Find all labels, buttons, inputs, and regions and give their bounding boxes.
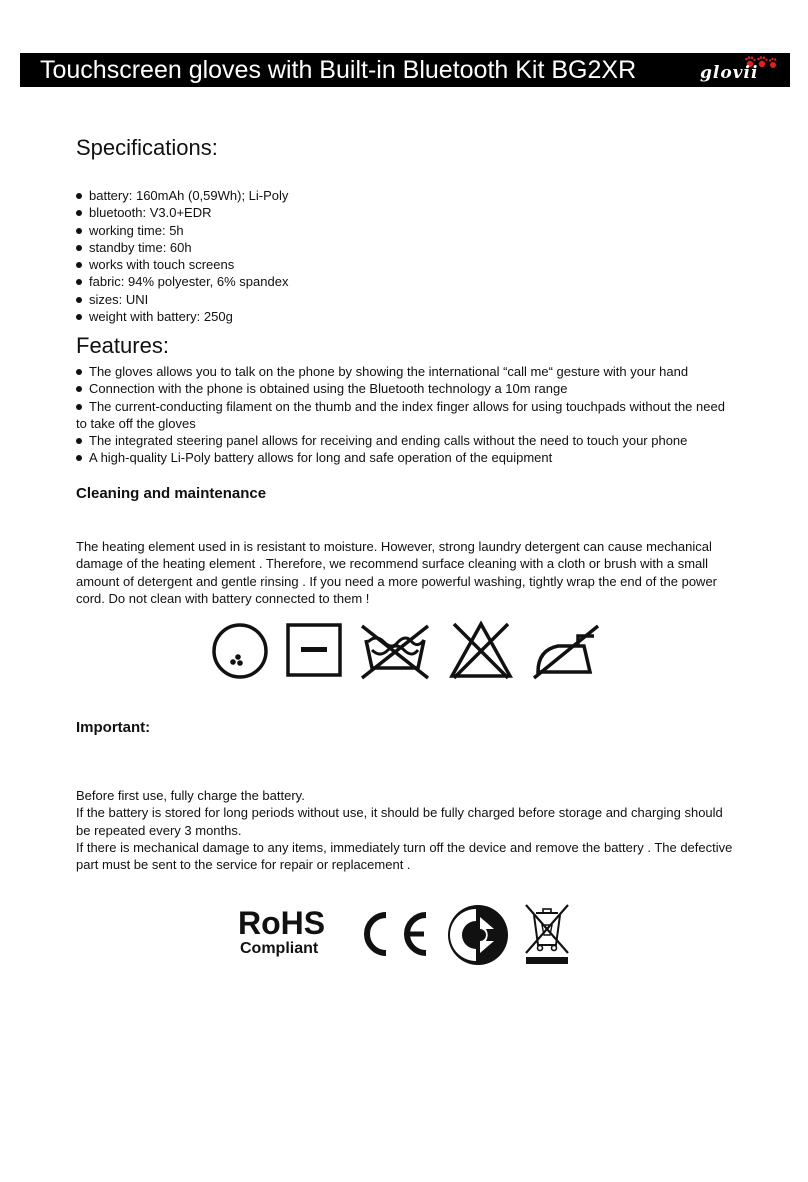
header-bar xyxy=(20,53,790,87)
cleaning-paragraph: The heating element used in is resistant to moisture. However, strong laundry detergent can cause mechanical damage of the heating element . Therefore, we recommend surface cleaning with a cloth or brush with a small amount of detergent and gentle rinsing . If you need a more powerful washing, tightly wrap the end of the power cord. Do not clean with battery connected to them ! xyxy=(76,539,718,606)
ce-mark-icon xyxy=(352,909,432,959)
dry-flat-icon xyxy=(284,620,344,680)
logo-text: glovii xyxy=(700,63,759,83)
cleaning-text xyxy=(76,538,736,607)
rohs-subtitle: Compliant xyxy=(240,940,319,957)
do-not-iron-icon xyxy=(528,620,602,680)
important-text xyxy=(76,787,736,873)
important-line: Before first use, fully charge the battery. xyxy=(76,788,305,803)
list-item: The current-conducting filament on the thumb and the index finger allows for using touchpads without the need to take off the gloves xyxy=(76,398,731,433)
list-item: Connection with the phone is obtained using the Bluetooth technology a 10m range xyxy=(76,380,731,397)
page-title: Touchscreen gloves with Built-in Bluetooth Kit BG2XR xyxy=(40,56,637,84)
cleaning-heading: Cleaning and maintenance xyxy=(76,485,267,502)
rohs-title: RoHS xyxy=(238,905,326,941)
rohs-compliant-mark xyxy=(238,906,325,958)
features-heading: Features: xyxy=(76,333,169,358)
specifications-heading: Specifications: xyxy=(76,135,218,160)
do-not-wash-icon xyxy=(358,620,432,680)
list-item: battery: 160mAh (0,59Wh); Li-Poly xyxy=(76,187,288,204)
do-not-bleach-icon xyxy=(448,620,514,680)
list-item: works with touch screens xyxy=(76,256,288,273)
important-heading: Important: xyxy=(76,719,151,736)
features-list xyxy=(76,363,731,467)
care-symbols xyxy=(210,620,610,684)
specifications-list xyxy=(76,187,288,325)
list-item: bluetooth: V3.0+EDR xyxy=(76,204,288,221)
list-item: weight with battery: 250g xyxy=(76,308,288,325)
green-dot-icon xyxy=(446,903,510,967)
list-item: standby time: 60h xyxy=(76,239,288,256)
list-item: A high-quality Li-Poly battery allows for long and safe operation of the equipment xyxy=(76,449,731,466)
tumble-dry-icon xyxy=(210,620,270,680)
list-item: working time: 5h xyxy=(76,222,288,239)
important-line: If the battery is stored for long periods without use, it should be fully charged before storage and charging should be repeated every 3 months. xyxy=(76,805,723,838)
glovii-logo xyxy=(700,55,780,85)
certification-symbols xyxy=(238,903,578,969)
list-item: The gloves allows you to talk on the phone by showing the international “call me“ gesture with your hand xyxy=(76,363,731,380)
list-item: sizes: UNI xyxy=(76,291,288,308)
weee-crossed-bin-icon xyxy=(522,903,572,967)
list-item: fabric: 94% polyester, 6% spandex xyxy=(76,273,288,290)
important-line: If there is mechanical damage to any items, immediately turn off the device and remove the battery . The defective part must be sent to the service for repair or replacement . xyxy=(76,839,733,873)
list-item: The integrated steering panel allows for receiving and ending calls without the need to touch your phone xyxy=(76,432,731,449)
